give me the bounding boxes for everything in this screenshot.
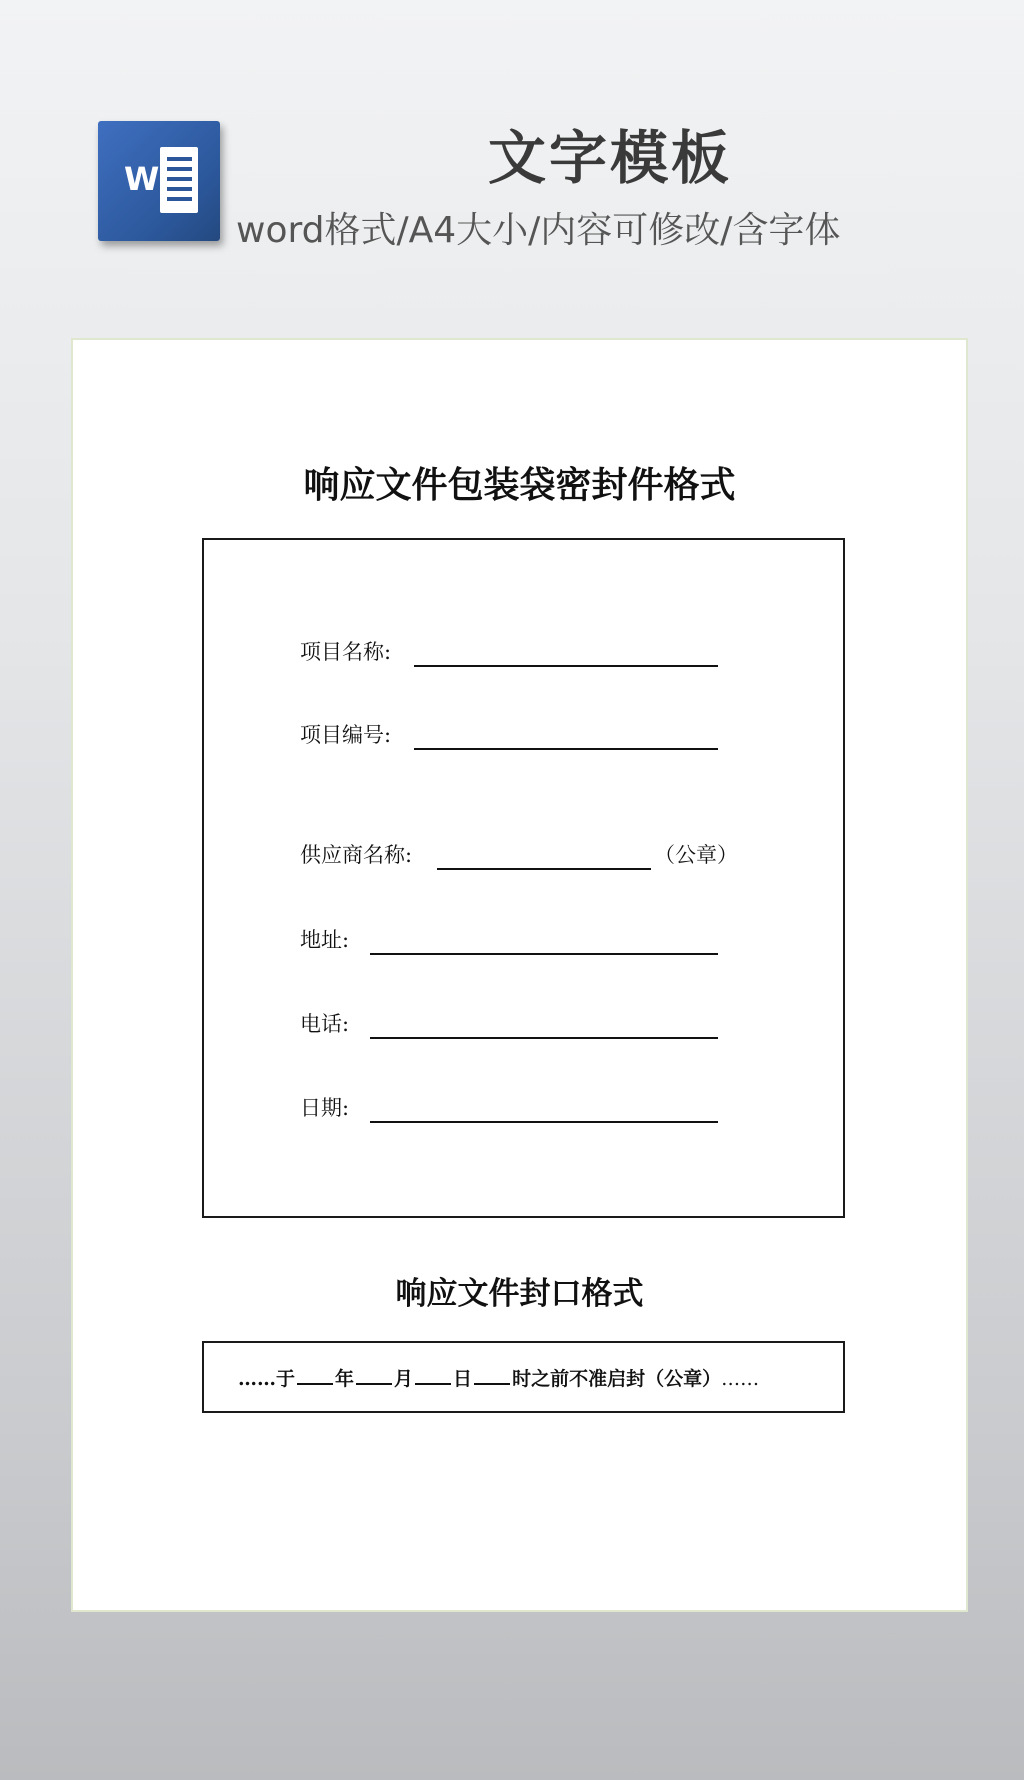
supplier-name-label: 供应商名称: bbox=[300, 843, 413, 867]
project-name-label: 项目名称: bbox=[300, 640, 392, 664]
seal-format-box bbox=[202, 1341, 845, 1413]
page-title: 文字模板 bbox=[487, 124, 732, 192]
supplier-name-line bbox=[437, 868, 651, 870]
address-field bbox=[300, 920, 720, 960]
address-label: 地址: bbox=[300, 928, 350, 952]
phone-label: 电话: bbox=[300, 1012, 350, 1036]
date-line bbox=[370, 1121, 718, 1123]
envelope-form-box bbox=[202, 538, 845, 1218]
word-icon-letter: W bbox=[124, 160, 160, 198]
date-field bbox=[300, 1088, 720, 1128]
document-page bbox=[71, 338, 968, 1612]
seal-blank bbox=[356, 1363, 392, 1385]
phone-line bbox=[370, 1037, 718, 1039]
seal-format-title: 响应文件封口格式 bbox=[395, 1276, 644, 1312]
project-number-field bbox=[300, 715, 620, 755]
address-line bbox=[370, 953, 718, 955]
page-subtitle: word格式/A4大小/内容可修改/含字体 bbox=[236, 210, 841, 251]
project-name-field bbox=[300, 632, 620, 672]
project-number-line bbox=[414, 748, 718, 750]
date-label: 日期: bbox=[300, 1096, 350, 1120]
seal-time-text: 时之前不准启封（公章） bbox=[512, 1368, 722, 1390]
seal-blank bbox=[415, 1363, 451, 1385]
project-name-line bbox=[414, 665, 718, 667]
seal-text-line bbox=[238, 1363, 759, 1393]
seal-month-text: 月 bbox=[394, 1368, 414, 1390]
supplier-name-field bbox=[300, 835, 740, 875]
seal-blank bbox=[474, 1363, 510, 1385]
seal-year-text: 年 bbox=[335, 1368, 355, 1390]
document-sheet-icon bbox=[160, 147, 198, 213]
seal-blank bbox=[297, 1363, 333, 1385]
supplier-seal-label: （公章） bbox=[654, 843, 738, 867]
seal-trail-text: …… bbox=[721, 1368, 760, 1390]
project-number-label: 项目编号: bbox=[300, 723, 392, 747]
phone-field bbox=[300, 1004, 720, 1044]
word-icon bbox=[98, 121, 220, 241]
document-title: 响应文件包装袋密封件格式 bbox=[303, 464, 736, 506]
seal-day-text: 日 bbox=[453, 1368, 473, 1390]
seal-lead-text: ……于 bbox=[238, 1368, 296, 1390]
